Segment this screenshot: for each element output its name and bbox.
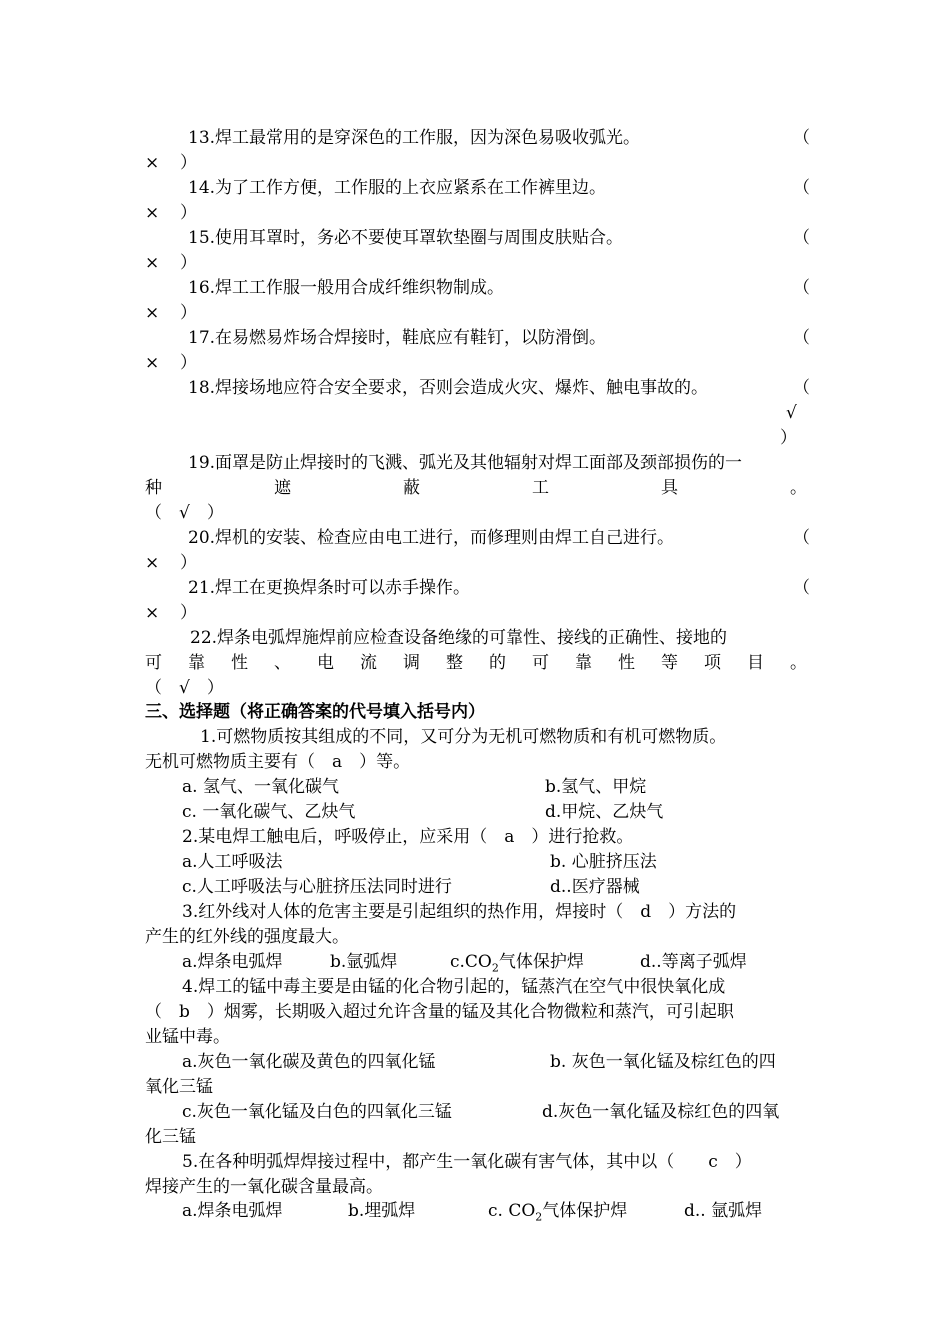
tf-item-14: 14.为了工作方便，工作服的上衣应紧系在工作裤里边。	[188, 178, 607, 198]
subscript: 2	[491, 961, 499, 975]
text-char: 调	[403, 653, 420, 673]
subscript: 2	[535, 1210, 543, 1224]
tf-item-21: 21.焊工在更换焊条时可以赤手操作。	[188, 578, 471, 598]
tf-paren-close: ）	[180, 153, 197, 173]
tf-answer-line: （ √ ）	[145, 503, 224, 523]
mc-option-d: d.甲烷、乙炔气	[545, 802, 664, 822]
mc-option-c	[488, 1199, 627, 1229]
mc-question-2: 2.某电焊工触电后，呼吸停止，应采用（ a ）进行抢救。	[182, 827, 634, 847]
text-char: 靠	[575, 653, 592, 673]
text-char: 。	[790, 653, 807, 673]
text-char: 的	[489, 653, 506, 673]
mc-option-a: a.人工呼吸法	[182, 852, 283, 872]
mc-option-b: b.氢气、甲烷	[545, 777, 647, 797]
tf-item-22-continuation	[145, 651, 807, 675]
text-char: 具	[661, 478, 678, 498]
mc-question-4-cont: （ b ）烟雾，长期吸入超过允许含量的锰及其化合物微粒和蒸汽，可引起职	[145, 1002, 734, 1022]
mc-question-5: 5.在各种明弧焊焊接过程中，都产生一氧化碳有害气体，其中以（ c ）	[182, 1152, 752, 1172]
mc-option-a: a.焊条电弧焊	[182, 1201, 283, 1221]
tf-paren-close: ）	[180, 353, 197, 373]
tf-paren-close: ）	[180, 303, 197, 323]
tf-paren-open: （	[793, 378, 810, 398]
mc-option-b: b.埋弧焊	[348, 1201, 416, 1221]
text-char: 性	[618, 653, 635, 673]
tf-paren-close: ）	[180, 203, 197, 223]
text-char: 靠	[188, 653, 205, 673]
text-char: 流	[360, 653, 377, 673]
mc-option-c: c.灰色一氧化锰及白色的四氧化三锰	[182, 1102, 452, 1122]
mc-question-1: 1.可燃物质按其组成的不同，又可分为无机可燃物质和有机可燃物质。	[200, 727, 727, 747]
text-char: 项	[704, 653, 721, 673]
option-text: 气体保护焊	[498, 952, 584, 972]
tf-answer: ×	[145, 203, 160, 223]
mc-option-b: b. 心脏挤压法	[550, 852, 657, 872]
tf-paren-close: ）	[180, 603, 197, 623]
mc-option-d: d..医疗器械	[550, 877, 640, 897]
tf-answer: ×	[145, 303, 160, 323]
tf-paren-open: （	[793, 328, 810, 348]
option-text: 气体保护焊	[542, 1201, 628, 1221]
tf-item-19: 19.面罩是防止焊接时的飞溅、弧光及其他辐射对焊工面部及颈部损伤的一	[188, 453, 743, 473]
tf-answer: ×	[145, 153, 160, 173]
mc-option-c: c. 一氧化碳气、乙炔气	[182, 802, 356, 822]
text-char: 。	[790, 478, 807, 498]
option-text: c.CO	[450, 952, 492, 972]
mc-option-d: d..等离子弧焊	[640, 952, 747, 972]
tf-item-22: 22.焊条电弧焊施焊前应检查设备绝缘的可靠性、接线的正确性、接地的	[190, 628, 728, 648]
text-char: 电	[317, 653, 334, 673]
tf-paren-open: （	[793, 128, 810, 148]
mc-question-1-cont: 无机可燃物质主要有（ a ）等。	[145, 752, 411, 772]
tf-paren-open: （	[793, 228, 810, 248]
tf-paren-open: （	[793, 178, 810, 198]
tf-item-15: 15.使用耳罩时，务必不要使耳罩软垫圈与周围皮肤贴合。	[188, 228, 624, 248]
mc-question-3: 3.红外线对人体的危害主要是引起组织的热作用，焊接时（ d ）方法的	[182, 902, 737, 922]
text-char: 工	[532, 478, 549, 498]
tf-answer: ×	[145, 553, 160, 573]
section-heading: 三、选择题（将正确答案的代号填入括号内）	[145, 702, 485, 722]
mc-option-b-cont: 氧化三锰	[145, 1077, 213, 1097]
tf-answer: √	[786, 403, 797, 423]
mc-question-5-cont: 焊接产生的一氧化碳含量最高。	[145, 1177, 383, 1197]
text-char: 、	[274, 653, 291, 673]
mc-option-a: a.灰色一氧化碳及黄色的四氧化锰	[182, 1052, 436, 1072]
option-text: c. CO	[488, 1201, 536, 1221]
tf-answer: ×	[145, 353, 160, 373]
tf-paren-open: （	[793, 278, 810, 298]
tf-item-19-continuation	[145, 476, 807, 500]
text-char: 可	[145, 653, 162, 673]
tf-answer-line: （ √ ）	[145, 678, 224, 698]
mc-option-b: b. 灰色一氧化锰及棕红色的四	[550, 1052, 776, 1072]
text-char: 等	[661, 653, 678, 673]
text-char: 种	[145, 478, 162, 498]
mc-question-4-cont: 业锰中毒。	[145, 1027, 230, 1047]
tf-item-20: 20.焊机的安装、检查应由电工进行，而修理则由焊工自己进行。	[188, 528, 675, 548]
tf-item-16: 16.焊工工作服一般用合成纤维织物制成。	[188, 278, 505, 298]
mc-option-d: d.. 氩弧焊	[684, 1201, 763, 1221]
tf-paren-close: ）	[180, 553, 197, 573]
tf-item-18: 18.焊接场地应符合安全要求，否则会造成火灾、爆炸、触电事故的。	[188, 378, 709, 398]
text-char: 性	[231, 653, 248, 673]
mc-option-d-cont: 化三锰	[145, 1127, 196, 1147]
text-char: 目	[747, 653, 764, 673]
mc-option-d: d.灰色一氧化锰及棕红色的四氧	[542, 1102, 780, 1122]
tf-item-17: 17.在易燃易炸场合焊接时，鞋底应有鞋钉，以防滑倒。	[188, 328, 607, 348]
text-char: 整	[446, 653, 463, 673]
tf-paren-open: （	[793, 578, 810, 598]
text-char: 可	[532, 653, 549, 673]
tf-item-13: 13.焊工最常用的是穿深色的工作服，因为深色易吸收弧光。	[188, 128, 641, 148]
tf-paren-close: ）	[180, 253, 197, 273]
tf-paren-close: ）	[780, 428, 797, 448]
tf-answer: ×	[145, 603, 160, 623]
mc-question-4: 4.焊工的锰中毒主要是由锰的化合物引起的，锰蒸汽在空气中很快氧化成	[182, 977, 726, 997]
text-char: 遮	[274, 478, 291, 498]
text-char: 蔽	[403, 478, 420, 498]
mc-option-a: a.焊条电弧焊	[182, 952, 283, 972]
mc-option-b: b.氩弧焊	[330, 952, 398, 972]
mc-question-3-cont: 产生的红外线的强度最大。	[145, 927, 349, 947]
mc-option-a: a. 氢气、一氧化碳气	[182, 777, 339, 797]
tf-paren-open: （	[793, 528, 810, 548]
mc-option-c: c.人工呼吸法与心脏挤压法同时进行	[182, 877, 452, 897]
tf-answer: ×	[145, 253, 160, 273]
